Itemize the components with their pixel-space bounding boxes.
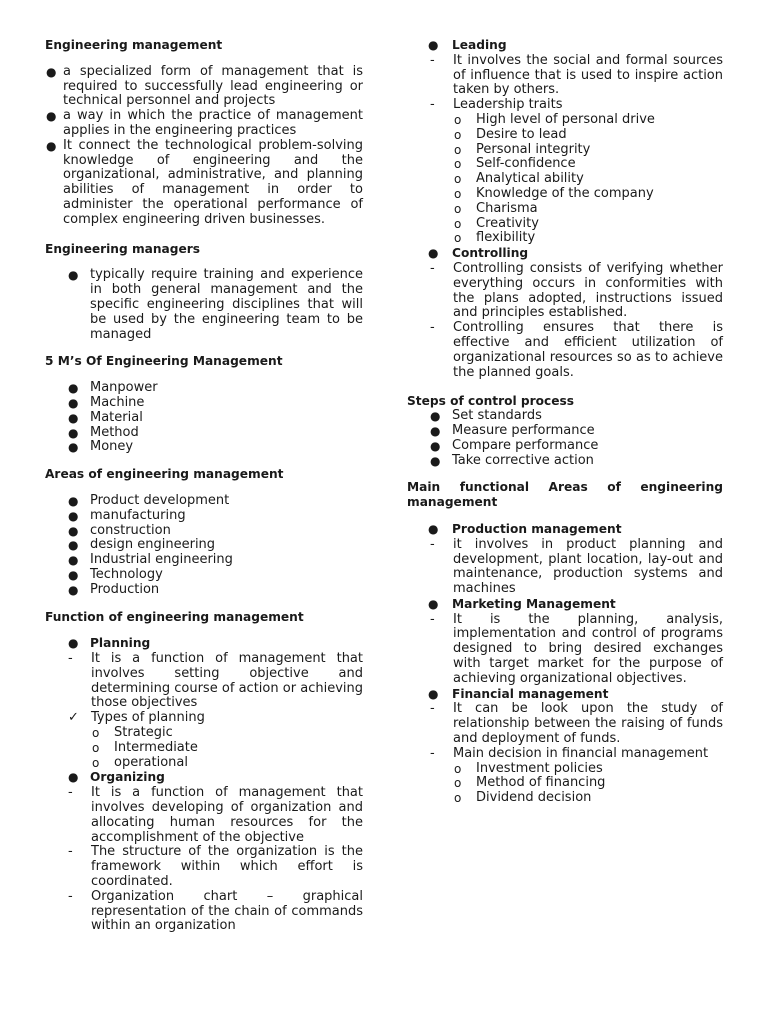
dash-icon: - (68, 785, 73, 801)
list-item: ● construction (68, 522, 171, 538)
steps-list (407, 409, 723, 468)
bullet-icon: ● (428, 521, 439, 536)
bullet-icon: ● (430, 423, 441, 438)
engineering-management-heading: Engineering management (45, 38, 223, 52)
list-item: ● a way in which the practice of management applies in the engineering practices (46, 108, 363, 138)
list-item: ● typically require training and experience in both general management and the specific engineering disciplines that will be used by the engineering team to be managed (68, 267, 363, 342)
list-item: ● It connect the technological problem-solving knowledge of engineering and the organizational, administrative, and planning abilities of management in order to administer the operational performance of complex engineering driven businesses. (46, 137, 363, 227)
marketing-dash-list (430, 613, 723, 687)
list-item: o Self-confidence (454, 156, 576, 172)
organizing-item (45, 770, 363, 934)
controlling-label: Controlling (452, 246, 529, 261)
right-column (407, 38, 723, 806)
dash-icon: - (68, 651, 73, 667)
list-item: ● manufacturing (68, 507, 186, 523)
marketing-item (407, 597, 723, 687)
bullet-icon: ● (68, 493, 79, 508)
organizing-dash-list (68, 786, 363, 934)
five-ms-list (45, 381, 363, 455)
circle-bullet-icon: o (454, 791, 462, 806)
leadership-traits-list (453, 113, 723, 246)
leading-label: Leading (452, 38, 507, 52)
list-item: o flexibility (454, 230, 536, 246)
function-heading: Function of engineering management (45, 609, 304, 624)
leading-dash-list (430, 54, 723, 246)
list-item: ● Product development (68, 492, 230, 508)
list-item: o Creativity (454, 215, 539, 231)
areas-list (45, 494, 363, 598)
list-item: - Leadership traits o High level of personal drive o Desire to lead o Personal integrity o Self-confidence o Analytical ability o Knowledge of the company o Charisma o Creativity o flexibility (430, 98, 723, 246)
circle-bullet-icon: o (454, 112, 462, 127)
dash-icon: - (430, 701, 435, 717)
bullet-icon: ● (46, 109, 57, 124)
financial-label: Financial management (452, 686, 609, 701)
financial-dash-list (430, 702, 723, 806)
dash-icon: - (430, 97, 435, 113)
bullet-icon: ● (428, 596, 439, 611)
bullet-icon: ● (430, 438, 441, 453)
bullet-icon: ● (68, 508, 79, 523)
circle-bullet-icon: o (454, 201, 462, 216)
circle-bullet-icon: o (454, 142, 462, 157)
list-item: o operational (92, 754, 188, 770)
main-areas-heading: Main functional Areas of engineering management (407, 480, 723, 510)
list-item: ● a specialized form of management that is required to successfully lead engineering or technical personnel and projects (46, 63, 363, 109)
list-item: - Organization chart – graphical representation of the chain of commands within an organization (68, 888, 363, 934)
bullet-icon: ● (428, 686, 439, 701)
five-ms-heading: 5 M’s Of Engineering Management (45, 354, 283, 369)
list-item: o Charisma (454, 200, 538, 216)
circle-bullet-icon: o (454, 216, 462, 231)
checkmark-icon: ✓ (68, 710, 79, 726)
organizing-label: Organizing (90, 770, 165, 785)
list-item: ● Material (68, 409, 143, 425)
list-item: ● Manpower (68, 380, 158, 396)
list-item: ● Industrial engineering (68, 552, 233, 568)
list-item: - The structure of the organization is the framework within which effort is coordinated. (68, 844, 363, 890)
financial-decisions-list (453, 762, 723, 806)
list-item: - It is a function of management that involves developing of organization and allocating human resources for the accomplishment of the objective (68, 785, 363, 845)
list-item: - It involves the social and formal sources of influence that is used to inspire action taken by others. (430, 52, 723, 98)
dash-icon: - (430, 536, 435, 552)
list-item: ● Money (68, 439, 134, 455)
bullet-icon: ● (68, 538, 79, 553)
list-item: o Desire to lead (454, 126, 567, 142)
bullet-icon: ● (68, 381, 79, 396)
circle-bullet-icon: o (92, 740, 100, 755)
bullet-icon: ● (68, 425, 79, 440)
bullet-icon: ● (68, 268, 79, 283)
engineering-management-list (45, 65, 363, 228)
areas-heading: Areas of engineering management (45, 467, 284, 482)
controlling-dash-list (430, 262, 723, 380)
dash-icon: - (68, 844, 73, 860)
bullet-icon: ● (68, 553, 79, 568)
bullet-icon: ● (46, 138, 57, 153)
dash-icon: - (430, 320, 435, 336)
list-item: - It is the planning, analysis, implementation and control of programs designed to bring desired exchanges with target market for the purpose of achieving organizational objectives. (430, 611, 723, 686)
bullet-icon: ● (68, 636, 79, 651)
list-item: - Controlling ensures that there is effective and efficient utilization of organizational resources so as to achieve the planned goals. (430, 320, 723, 380)
bullet-icon: ● (68, 395, 79, 410)
list-item: ● Machine (68, 394, 145, 410)
circle-bullet-icon: o (454, 186, 462, 201)
circle-bullet-icon: o (92, 755, 100, 770)
list-item: ● Set standards (430, 408, 542, 424)
bullet-icon: ● (428, 38, 439, 52)
dash-icon: - (430, 745, 435, 761)
marketing-label: Marketing Management (452, 596, 616, 611)
bullet-icon: ● (68, 770, 79, 785)
engineering-managers-list (45, 268, 363, 342)
list-item: o Investment policies (454, 760, 603, 776)
list-item: o Strategic (92, 725, 173, 741)
bullet-icon: ● (428, 246, 439, 261)
list-item: ● Production (68, 581, 160, 597)
list-item: - It is a function of management that involves setting objective and determining course of action or achieving those objectives (68, 651, 363, 711)
list-item: o Knowledge of the company (454, 185, 654, 201)
dash-icon: - (68, 888, 73, 904)
engineering-managers-heading: Engineering managers (45, 241, 201, 256)
circle-bullet-icon: o (454, 172, 462, 187)
list-item: ● Method (68, 424, 139, 440)
bullet-icon: ● (68, 440, 79, 455)
function-list (45, 636, 363, 934)
list-item: o Analytical ability (454, 171, 584, 187)
list-item: o Dividend decision (454, 790, 592, 806)
list-item: ● Technology (68, 566, 163, 582)
circle-bullet-icon: o (454, 776, 462, 791)
list-item: - It can be look upon the study of relationship between the raising of funds and deployment of funds. (430, 701, 723, 747)
bullet-icon: ● (68, 523, 79, 538)
main-areas-list (407, 522, 723, 806)
bullet-icon: ● (68, 582, 79, 597)
bullet-icon: ● (68, 410, 79, 425)
list-item: ● Compare performance (430, 437, 599, 453)
types-of-planning-list (68, 711, 363, 770)
list-item: o Method of financing (454, 775, 606, 791)
planning-dash-list (68, 652, 363, 711)
steps-heading: Steps of control process (407, 394, 575, 409)
dash-icon: - (430, 260, 435, 276)
planning-item (45, 636, 363, 770)
list-item: ● design engineering (68, 537, 216, 553)
circle-bullet-icon: o (92, 726, 100, 741)
list-item: - it involves in product planning and development, plant location, lay-out and maintenance, production systems and machines (430, 536, 723, 597)
production-label: Production management (452, 521, 622, 536)
left-column (45, 38, 363, 934)
production-dash-list (430, 538, 723, 597)
list-item: o High level of personal drive (454, 111, 655, 127)
planning-label: Planning (90, 636, 151, 651)
planning-types-list (91, 726, 363, 770)
list-item: ✓ Types of planning o Strategic o Intermediate o operational (68, 711, 363, 770)
circle-bullet-icon: o (454, 157, 462, 172)
bullet-icon: ● (430, 409, 441, 424)
bullet-icon: ● (68, 567, 79, 582)
circle-bullet-icon: o (454, 761, 462, 776)
leading-item (407, 38, 723, 246)
dash-icon: - (430, 611, 435, 627)
controlling-item (407, 246, 723, 380)
bullet-icon: ● (430, 453, 441, 468)
function-list-continued (407, 38, 723, 380)
bullet-icon: ● (46, 64, 57, 79)
dash-icon: - (430, 52, 435, 68)
financial-item (407, 687, 723, 806)
list-item: - Controlling consists of verifying whether everything occurs in conformities with the plans adopted, instructions issued and principles established. (430, 260, 723, 321)
production-item (407, 522, 723, 597)
list-item: - Main decision in financial management o Investment policies o Method of financing o Dividend decision (430, 747, 723, 806)
circle-bullet-icon: o (454, 231, 462, 246)
list-item: ● Take corrective action (430, 452, 594, 468)
circle-bullet-icon: o (454, 127, 462, 142)
list-item: o Intermediate (92, 739, 198, 755)
list-item: ● Measure performance (430, 422, 595, 438)
list-item: o Personal integrity (454, 141, 591, 157)
